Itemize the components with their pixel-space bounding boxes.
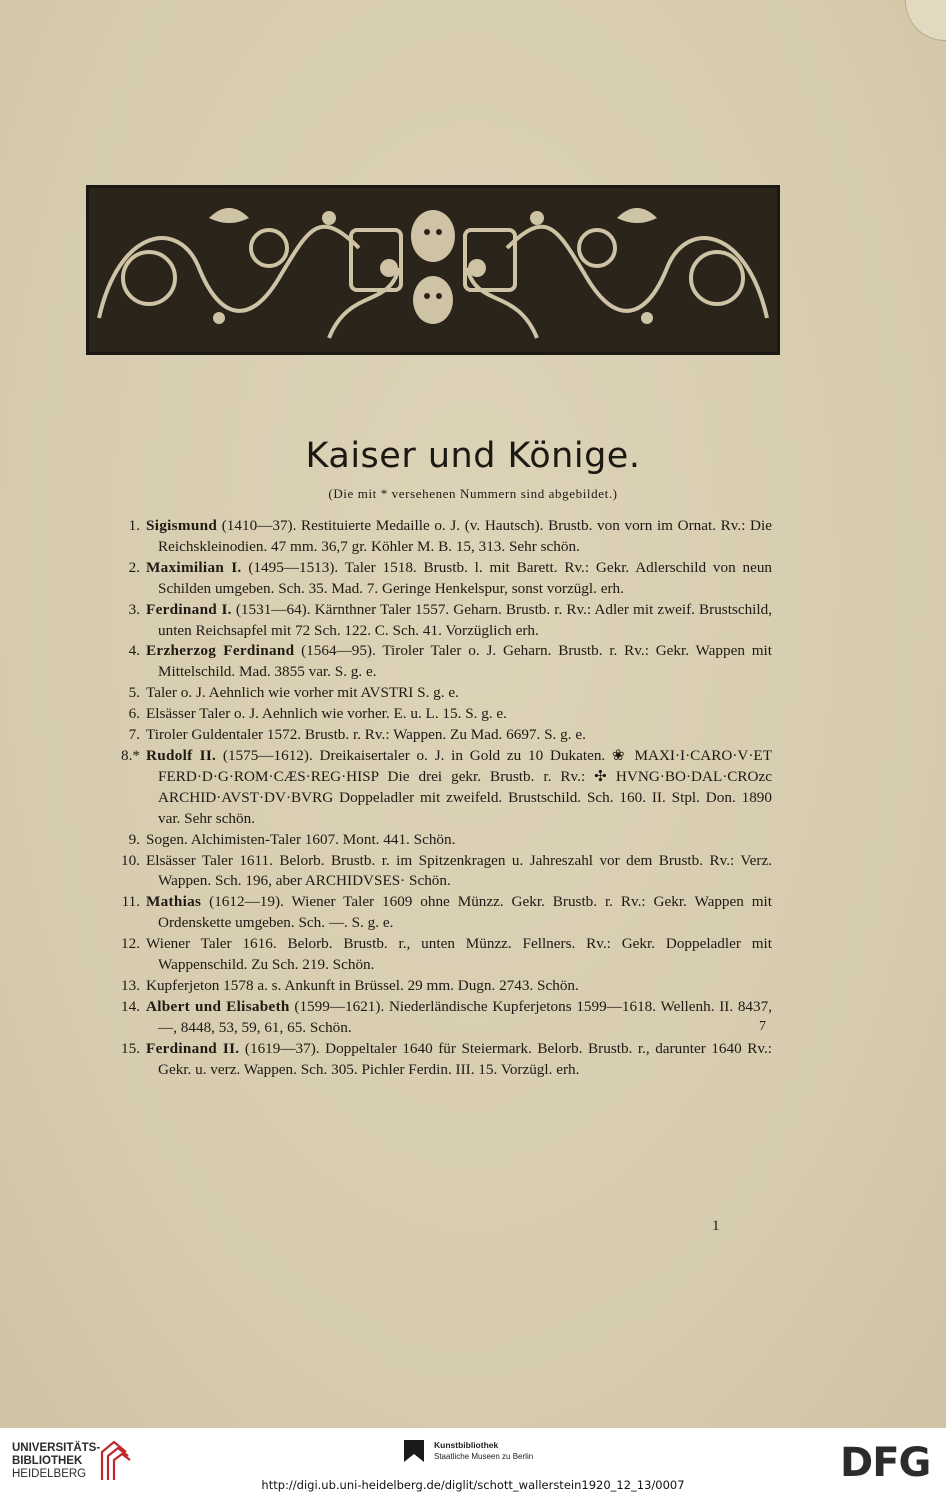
- entry-text: [146, 892, 772, 934]
- logo-line: BIBLIOTHEK: [12, 1455, 83, 1467]
- entry-number: 11.: [121, 893, 140, 911]
- entry-number: 12.: [121, 935, 140, 953]
- catalog-entry: [100, 851, 772, 893]
- entry-description: (1531—64). Kärnthner Taler 1557. Geharn. Brustb. r. Rv.: Adler mit zweif. Brustschild, unten Reichsapfel mit 72 Sch. 122. C. Sch. 41. Vorzüglich erh.: [158, 600, 772, 639]
- entry-text: [146, 641, 772, 683]
- university-library-logo[interactable]: [12, 1442, 100, 1481]
- logo-line: HEIDELBERG: [12, 1468, 87, 1480]
- entry-description: (1575—1612). Dreikaisertaler o. J. in Gold zu 10 Dukaten. ❀ MAXI·I·CARO·V·ET FERD·D·G·ROM·CÆS·REG·HISP Die drei gekr. Brustb. r. Rv.: ✣ HVNG·BO·DAL·CROzc ARCHID·AVST·DV·BVRG Doppeladler mit zweifeld. Brustschild. Sch. 160. II. Stpl. Don. 1890 var. Sehr schön.: [158, 746, 772, 827]
- entry-number: 5.: [128, 684, 140, 702]
- entry-name: Ferdinand II.: [146, 1039, 240, 1057]
- entry-number: 9.: [128, 830, 140, 848]
- catalog-entry: [100, 830, 772, 851]
- catalog-entry: [100, 641, 772, 683]
- entry-number: 4.: [128, 642, 140, 660]
- entry-description: Kupferjeton 1578 a. s. Ankunft in Brüssel. 29 mm. Dugn. 2743. Schön.: [146, 976, 579, 994]
- entry-number: 10.: [121, 851, 140, 869]
- entry-number: 3.: [128, 600, 140, 618]
- entry-description: (1564—95). Tiroler Taler o. J. Geharn. Brustb. r. Rv.: Gekr. Wappen mit Mittelschild. Mad. 3855 var. S. g. e.: [158, 642, 772, 681]
- entry-number: 8.*: [121, 746, 140, 764]
- catalog-entry: [100, 704, 772, 725]
- entry-text: [146, 516, 772, 558]
- entry-name: Maximilian I.: [146, 558, 242, 576]
- entry-number: 7.: [128, 726, 140, 744]
- kunstbibliothek-mark-icon: [404, 1440, 424, 1462]
- page-corner: [905, 0, 946, 41]
- entry-text: [146, 704, 772, 725]
- entry-text: [146, 558, 772, 600]
- page-title: Kaiser und Könige.: [305, 436, 641, 476]
- entry-text: [146, 997, 772, 1039]
- entry-text: [146, 976, 772, 997]
- entry-text: [146, 600, 772, 642]
- entry-name: Mathias: [146, 893, 202, 911]
- page-number: 1: [712, 1218, 720, 1234]
- logo-line: UNIVERSITÄTS-: [12, 1442, 101, 1454]
- entry-description: Sogen. Alchimisten-Taler 1607. Mont. 441. Schön.: [146, 830, 456, 848]
- entry-text: [146, 725, 772, 746]
- entry-number: 14.: [121, 997, 140, 1015]
- entry-text: [146, 851, 772, 893]
- catalog-entry: [100, 997, 772, 1039]
- page-subtitle: (Die mit * versehenen Nummern sind abgebildet.): [328, 486, 618, 501]
- entry-description: Elsässer Taler o. J. Aehnlich wie vorher. E. u. L. 15. S. g. e.: [146, 705, 507, 723]
- catalog-entry: [100, 892, 772, 934]
- entry-text: [146, 934, 772, 976]
- entry-text: [146, 746, 772, 830]
- ornament-illustration: [89, 188, 777, 352]
- entry-description: (1410—37). Restituierte Medaille o. J. (v. Hautsch). Brustb. von vorn im Ornat. Rv.: Die Reichskleinodien. 47 mm. 36,7 gr. Köhler M. B. 15, 313. Sehr schön.: [158, 517, 772, 555]
- university-lion-icon: [96, 1436, 132, 1484]
- margin-note: 7: [759, 1018, 766, 1034]
- catalog-entry: [100, 1039, 772, 1081]
- kb-subname: Staatliche Museen zu Berlin: [434, 1452, 534, 1461]
- catalog-entry: [100, 558, 772, 600]
- entry-name: Erzherzog Ferdinand: [146, 642, 295, 660]
- entry-description: Elsässer Taler 1611. Belorb. Brustb. r. im Spitzenkragen u. Jahreszahl vor dem Brustb. Rv.: Verz. Wappen. Sch. 196, aber ARCHIDVSES· Schön.: [146, 851, 772, 890]
- decorative-headpiece: [86, 185, 780, 355]
- catalog-entry: [100, 725, 772, 746]
- catalog-entry: [100, 934, 772, 976]
- kunstbibliothek-logo[interactable]: [404, 1440, 533, 1462]
- catalog-entry: [100, 600, 772, 642]
- entry-number: 15.: [121, 1039, 140, 1057]
- entry-name: Rudolf II.: [146, 746, 217, 764]
- entry-text: [146, 683, 772, 704]
- entry-text: [146, 830, 772, 851]
- entry-name: Sigismund: [146, 517, 218, 534]
- entry-number: 6.: [128, 705, 140, 723]
- entry-text: [146, 1039, 772, 1081]
- viewer-footer: [0, 1428, 946, 1495]
- entry-number: 13.: [121, 976, 140, 994]
- entry-description: Tiroler Guldentaler 1572. Brustb. r. Rv.: Wappen. Zu Mad. 6697. S. g. e.: [146, 726, 586, 744]
- catalog-entry: [100, 683, 772, 704]
- entry-description: (1599—1621). Niederländische Kupferjetons 1599—1618. Wellenh. II. 8437, —, 8448, 53, 59, 61, 65. Schön.: [158, 997, 772, 1036]
- kb-name: Kunstbibliothek: [434, 1440, 499, 1450]
- catalog-entry: [100, 746, 772, 830]
- entry-name: Ferdinand I.: [146, 600, 232, 618]
- catalog-entries: [100, 516, 772, 1080]
- entry-description: (1619—37). Doppeltaler 1640 für Steiermark. Belorb. Brustb. r., darunter 1640 Rv.: Gekr. u. verz. Wappen. Sch. 305. Pichler Ferdin. III. 15. Vorzügl. erh.: [158, 1039, 772, 1078]
- page-url[interactable]: http://digi.ub.uni-heidelberg.de/diglit/schott_wallerstein1920_12_13/0007: [261, 1478, 685, 1492]
- entry-description: (1495—1513). Taler 1518. Brustb. l. mit Barett. Rv.: Gekr. Adlerschild von neun Schilden umgeben. Sch. 35. Mad. 7. Geringe Henkelspur, sonst vorzügl. erh.: [158, 558, 773, 597]
- entry-description: Taler o. J. Aehnlich wie vorher mit AVSTRI S. g. e.: [146, 684, 459, 702]
- entry-number: 2.: [128, 558, 140, 576]
- entry-name: Albert und Elisabeth: [146, 997, 290, 1015]
- catalog-entry: [100, 976, 772, 997]
- entry-description: Wiener Taler 1616. Belorb. Brustb. r., unten Münzz. Fellners. Rv.: Gekr. Doppeladler mit Wappenschild. Zu Sch. 219. Schön.: [146, 935, 772, 974]
- dfg-logo[interactable]: DFG: [840, 1440, 931, 1486]
- entry-description: (1612—19). Wiener Taler 1609 ohne Münzz. Gekr. Brustb. r. Rv.: Gekr. Wappen mit Ordenskette umgeben. Sch. —. S. g. e.: [158, 893, 772, 932]
- entry-number: 1.: [128, 517, 140, 534]
- catalog-entry: [100, 516, 772, 558]
